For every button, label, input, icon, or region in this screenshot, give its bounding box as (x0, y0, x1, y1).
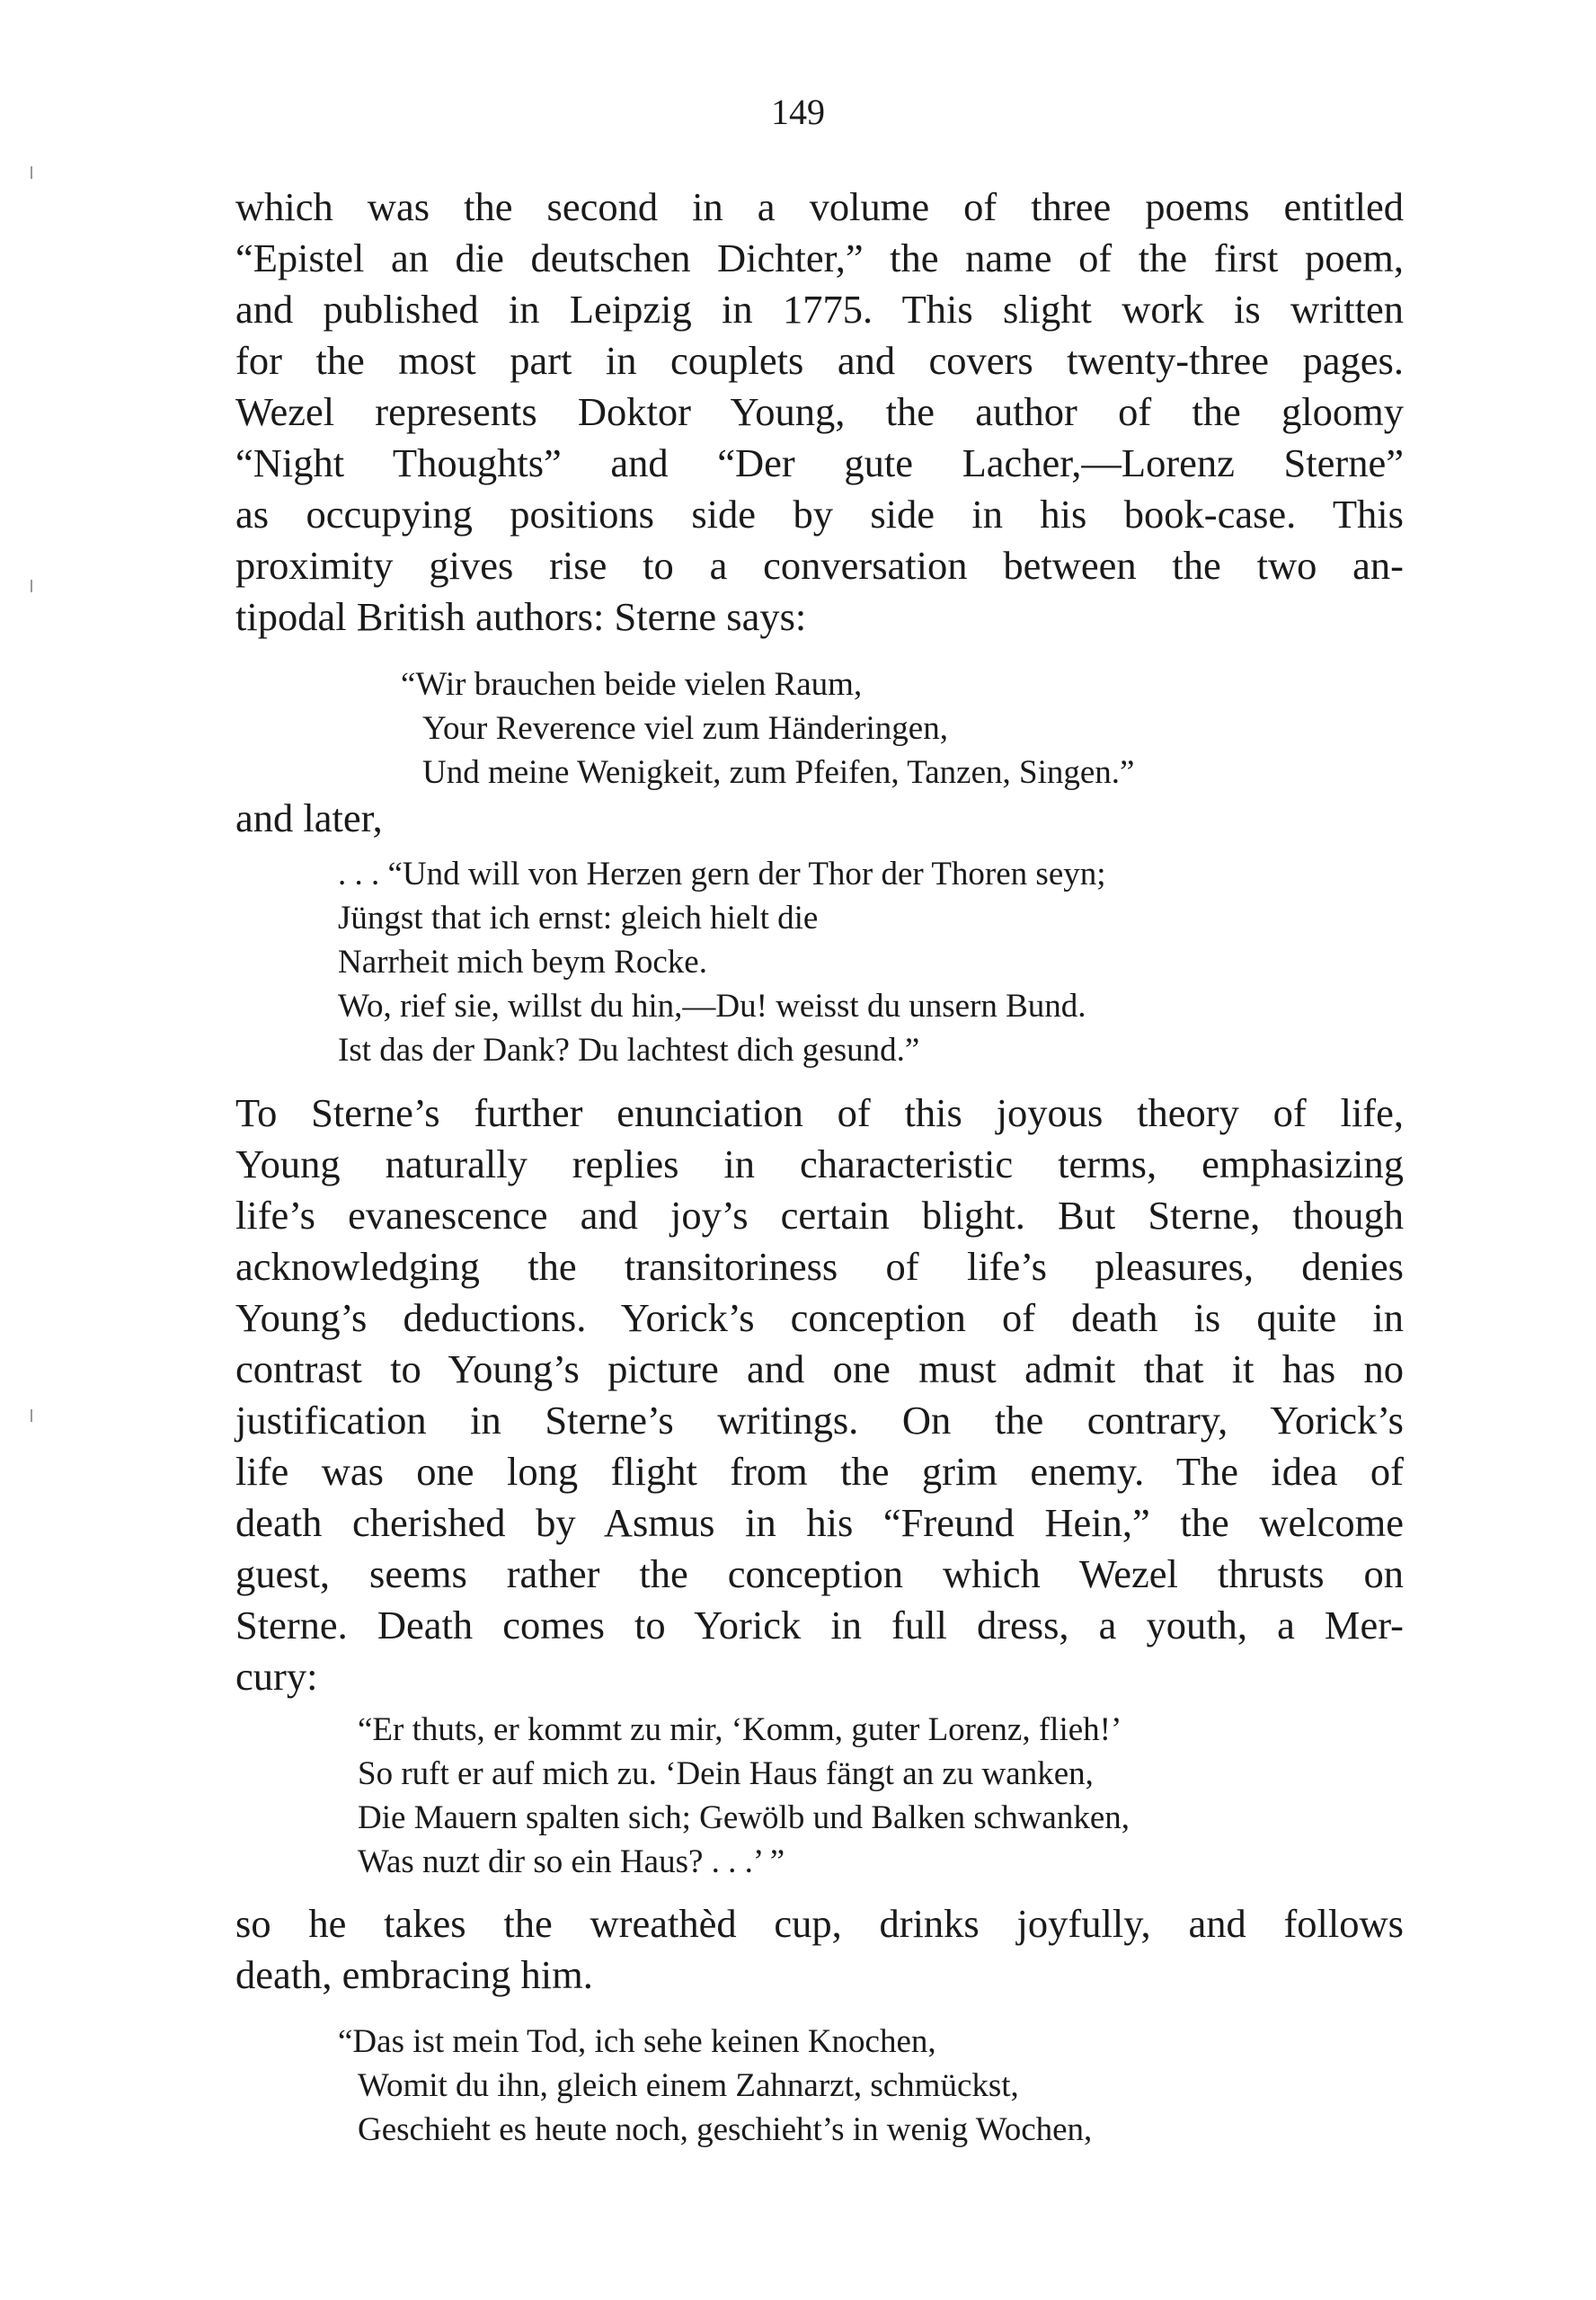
text-line: which was the second in a volume of three poems entitled (235, 184, 1404, 229)
margin-mark (31, 580, 32, 592)
verse-line: Your Reverence viel zum Händeringen, (422, 710, 948, 747)
text-line: life’s evanescence and joy’s certain blight. But Sterne, though (235, 1193, 1404, 1238)
text-line: Young naturally replies in characteristic terms, emphasizing (235, 1141, 1404, 1186)
text-line: for the most part in couplets and covers twenty-three pages. (235, 338, 1404, 383)
margin-mark (31, 166, 32, 179)
verse-line: Was nuzt dir so ein Haus? . . .’ ” (358, 1843, 785, 1880)
text-line: tipodal British authors: Sterne says: (235, 594, 807, 639)
verse-line: Ist das der Dank? Du lachtest dich gesund.” (338, 1032, 920, 1069)
text-line: guest, seems rather the conception which Wezel thrusts on (235, 1551, 1404, 1596)
verse-quote-3 (358, 1708, 1130, 1884)
verse-line: “Das ist mein Tod, ich sehe keinen Knochen, (338, 2023, 936, 2060)
text-line: To Sterne’s further enunciation of this joyous theory of life, (235, 1090, 1404, 1135)
verse-line: . . . “Und will von Herzen gern der Thor der Thoren seyn; (338, 856, 1106, 892)
verse-line: Die Mauern spalten sich; Gewölb und Balken schwanken, (358, 1799, 1130, 1836)
verse-line: Wo, rief sie, willst du hin,—Du! weisst du unsern Bund. (338, 988, 1086, 1025)
verse-line: Jüngst that ich ernst: gleich hielt die (338, 900, 819, 937)
text-line: death cherished by Asmus in his “Freund Hein,” the welcome (235, 1500, 1404, 1545)
text-line: “Night Thoughts” and “Der gute Lacher,—Lorenz Sterne” (235, 440, 1404, 485)
verse-quote-1 (401, 662, 1134, 795)
text-line: proximity gives rise to a conversation between the two an- (235, 543, 1404, 588)
verse-line: Und meine Wenigkeit, zum Pfeifen, Tanzen, Singen.” (422, 754, 1135, 791)
text-line: justification in Sterne’s writings. On the contrary, Yorick’s (235, 1398, 1404, 1443)
verse-line: So ruft er auf mich zu. ‘Dein Haus fängt an zu wanken, (358, 1755, 1094, 1792)
text-line: death, embracing him. (235, 1952, 593, 1997)
verse-line: “Wir brauchen beide vielen Raum, (401, 666, 863, 703)
verse-line: Narrheit mich beym Rocke. (338, 944, 707, 981)
text-line: and later, (235, 795, 383, 840)
text-line: so he takes the wreathèd cup, drinks joyfully, and follows (235, 1901, 1404, 1946)
verse-quote-2 (338, 852, 1106, 1072)
text-line: life was one long flight from the grim enemy. The idea of (235, 1449, 1404, 1494)
text-line: cury: (235, 1654, 318, 1699)
and-later-line (235, 793, 1404, 844)
text-line: and published in Leipzig in 1775. This slight work is written (235, 287, 1404, 332)
verse-line: Geschieht es heute noch, geschieht’s in wenig Wochen, (358, 2111, 1093, 2148)
verse-quote-4 (338, 2020, 1092, 2152)
verse-line: Womit du ihn, gleich einem Zahnarzt, schmückst, (358, 2067, 1019, 2104)
text-line: as occupying positions side by side in his book-case. This (235, 492, 1404, 537)
page-number: 149 (771, 92, 825, 132)
paragraph-1 (235, 182, 1404, 643)
text-line: Wezel represents Doktor Young, the author of the gloomy (235, 389, 1404, 434)
text-line: acknowledging the transitoriness of life’s pleasures, denies (235, 1244, 1404, 1289)
text-line: “Epistel an die deutschen Dichter,” the name of the first poem, (235, 235, 1404, 280)
margin-mark (31, 1409, 32, 1422)
text-line: Young’s deductions. Yorick’s conception of death is quite in (235, 1295, 1404, 1340)
verse-line: “Er thuts, er kommt zu mir, ‘Komm, guter Lorenz, flieh!’ (358, 1711, 1122, 1748)
paragraph-3 (235, 1898, 1404, 2001)
text-line: contrast to Young’s picture and one must admit that it has no (235, 1346, 1404, 1391)
text-line: Sterne. Death comes to Yorick in full dress, a youth, a Mer- (235, 1603, 1404, 1647)
paragraph-2 (235, 1088, 1404, 1702)
